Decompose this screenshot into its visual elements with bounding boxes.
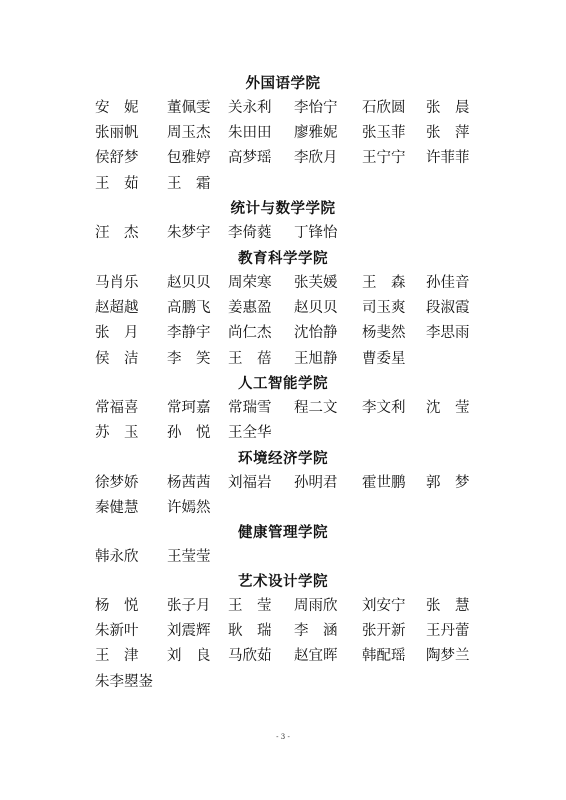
student-name: 廖雅妮 [294, 125, 338, 142]
student-name: 侯舒梦 [95, 150, 139, 167]
student-name: 王 茹 [95, 175, 139, 192]
student-name: 程二文 [294, 400, 338, 416]
student-name: 赵贝贝 [167, 275, 211, 291]
section-title: 艺术设计学院 [238, 574, 328, 590]
student-name: 董佩雯 [167, 100, 211, 116]
student-name: 霍世鹏 [362, 475, 406, 491]
student-name: 陶梦兰 [426, 648, 470, 665]
student-name: 杨斐然 [362, 325, 406, 342]
student-name: 李怡宁 [294, 100, 338, 116]
student-name: 王全华 [228, 425, 272, 442]
student-name: 赵宜晖 [294, 648, 338, 665]
section-title: 健康管理学院 [238, 525, 328, 541]
student-name: 周雨欣 [294, 598, 338, 614]
student-name: 姜惠盈 [228, 300, 272, 317]
section-title: 人工智能学院 [238, 376, 328, 392]
student-name: 张 慧 [426, 598, 470, 614]
student-name: 沈怡静 [294, 325, 338, 342]
student-name: 司玉爽 [362, 300, 406, 317]
student-name: 韩配瑶 [362, 648, 406, 665]
student-name: 王莹莹 [167, 549, 211, 565]
student-name: 王丹蕾 [426, 623, 470, 640]
student-name: 常珂嘉 [167, 400, 211, 416]
student-name: 周荣寒 [228, 275, 272, 291]
section-title: 教育科学学院 [238, 251, 328, 267]
student-name: 刘震辉 [167, 623, 211, 640]
student-name: 许嫣然 [167, 500, 211, 517]
student-name: 王旭静 [294, 350, 338, 367]
student-name: 段淑霞 [426, 300, 470, 317]
student-name: 朱梦宇 [167, 225, 211, 241]
student-name: 李 笑 [167, 350, 211, 367]
student-name: 张芙媛 [294, 275, 338, 291]
student-name: 高梦瑶 [228, 150, 272, 167]
student-name: 刘 良 [167, 648, 211, 665]
student-name: 王 森 [362, 275, 406, 291]
student-name: 杨 悦 [95, 598, 139, 614]
student-name: 包雅婷 [167, 150, 211, 167]
student-name: 张开新 [362, 623, 406, 640]
student-name: 常瑞雪 [228, 400, 272, 416]
student-name: 张 晨 [426, 100, 470, 116]
student-name: 沈 莹 [426, 400, 470, 416]
student-name: 王 霜 [167, 175, 211, 192]
student-name: 曹委星 [362, 350, 406, 367]
student-name: 张子月 [167, 598, 211, 614]
student-name: 杨茜茜 [167, 475, 211, 491]
student-name: 王 莹 [228, 598, 272, 614]
student-name: 张 月 [95, 325, 139, 342]
student-name: 苏 玉 [95, 425, 139, 442]
student-name: 刘安宁 [362, 598, 406, 614]
student-name: 马欣茹 [228, 648, 272, 665]
student-name: 李倚蕤 [228, 225, 272, 241]
student-name: 张玉菲 [362, 125, 406, 142]
student-name: 徐梦娇 [95, 475, 139, 491]
student-name: 周玉杰 [167, 125, 211, 142]
student-name: 丁锋怡 [294, 225, 338, 241]
student-name: 耿 瑞 [228, 623, 272, 640]
student-name: 李思雨 [426, 325, 470, 342]
student-name: 朱李曌崟 [95, 673, 153, 690]
student-name: 张 萍 [426, 125, 470, 142]
student-name: 孙 悦 [167, 425, 211, 442]
section-title: 外国语学院 [245, 76, 321, 92]
student-name: 关永利 [228, 100, 272, 116]
student-name: 李静宇 [167, 325, 211, 342]
student-name: 张丽帆 [95, 125, 139, 142]
student-name: 朱田田 [228, 125, 272, 142]
student-name: 李欣月 [294, 150, 338, 167]
page-number: - 3 - [276, 733, 290, 741]
student-name: 李 涵 [294, 623, 338, 640]
student-name: 马肖乐 [95, 275, 139, 291]
student-name: 孙佳音 [426, 275, 470, 291]
student-name: 侯 洁 [95, 350, 139, 367]
student-name: 常福喜 [95, 400, 139, 416]
student-name: 高鹏飞 [167, 300, 211, 317]
student-name: 郭 梦 [426, 475, 470, 491]
student-name: 赵超越 [95, 300, 139, 317]
student-name: 尚仁杰 [228, 325, 272, 342]
student-name: 王 津 [95, 648, 139, 665]
student-name: 孙明君 [294, 475, 338, 491]
student-name: 刘福岩 [228, 475, 272, 491]
student-name: 王宁宁 [362, 150, 406, 167]
section-title: 统计与数学学院 [230, 201, 336, 217]
student-name: 秦健慧 [95, 500, 139, 517]
student-name: 朱新叶 [95, 623, 139, 640]
student-name: 汪 杰 [95, 225, 139, 241]
student-name: 安 妮 [95, 100, 139, 116]
student-name: 李文利 [362, 400, 406, 416]
student-name: 许菲菲 [426, 150, 470, 167]
student-name: 赵贝贝 [294, 300, 338, 317]
student-name: 韩永欣 [95, 549, 139, 565]
student-name: 王 蓓 [228, 350, 272, 367]
section-title: 环境经济学院 [238, 451, 328, 467]
student-name: 石欣圆 [362, 100, 406, 116]
